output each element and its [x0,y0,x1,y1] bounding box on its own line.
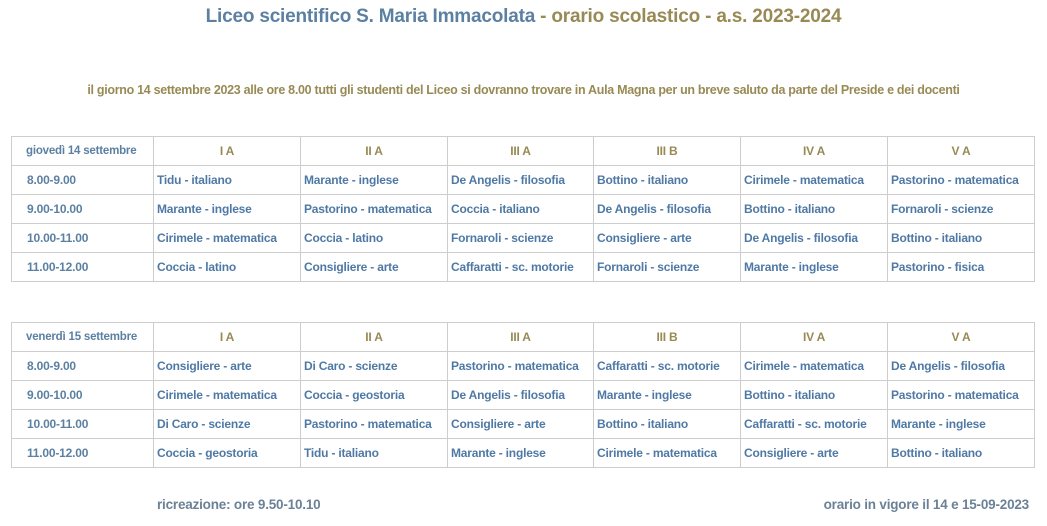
lesson-cell: Di Caro - scienze [154,410,301,439]
class-header: IV A [741,137,888,166]
lesson-cell: De Angelis - filosofia [594,195,741,224]
time-slot: 10.00-11.00 [12,410,154,439]
lesson-cell: Consigliere - arte [741,439,888,468]
lesson-cell: Caffaratti - sc. motorie [448,253,594,282]
lesson-cell: Pastorino - fisica [888,253,1035,282]
lesson-cell: Consigliere - arte [301,253,448,282]
recess-note: ricreazione: ore 9.50-10.10 [157,497,321,512]
time-slot: 8.00-9.00 [12,352,154,381]
notice-text: il giorno 14 settembre 2023 alle ore 8.00 tutti gli studenti del Liceo si dovranno trovare in Aula Magna per un breve saluto da parte del Preside e dei docenti [87,83,960,97]
day-label: venerdì 15 settembre [12,323,154,352]
class-header: V A [888,323,1035,352]
lesson-cell: Marante - inglese [154,195,301,224]
lesson-cell: Cirimele - matematica [741,166,888,195]
lesson-cell: Cirimele - matematica [594,439,741,468]
lesson-cell: Consigliere - arte [448,410,594,439]
title-school: Liceo scientifico S. Maria Immacolata [205,6,536,27]
lesson-cell: Fornaroli - scienze [888,195,1035,224]
table-row [12,439,1035,468]
table-row [12,166,1035,195]
lesson-cell: Caffaratti - sc. motorie [741,410,888,439]
lesson-cell: Pastorino - matematica [301,410,448,439]
lesson-cell: Coccia - italiano [448,195,594,224]
lesson-cell: Di Caro - scienze [301,352,448,381]
table-row [12,410,1035,439]
lesson-cell: Fornaroli - scienze [594,253,741,282]
lesson-cell: Marante - inglese [888,410,1035,439]
lesson-cell: Consigliere - arte [594,224,741,253]
lesson-cell: Pastorino - matematica [888,166,1035,195]
lesson-cell: Fornaroli - scienze [448,224,594,253]
time-slot: 8.00-9.00 [12,166,154,195]
class-header: I A [154,323,301,352]
lesson-cell: Bottino - italiano [594,166,741,195]
class-header: III A [448,137,594,166]
lesson-cell: Coccia - geostoria [301,381,448,410]
lesson-cell: Caffaratti - sc. motorie [594,352,741,381]
lesson-cell: De Angelis - filosofia [741,224,888,253]
lesson-cell: Coccia - latino [154,253,301,282]
table-row [12,381,1035,410]
lesson-cell: Tidu - italiano [301,439,448,468]
lesson-cell: Coccia - latino [301,224,448,253]
class-header: V A [888,137,1035,166]
class-header: I A [154,137,301,166]
lesson-cell: Cirimele - matematica [154,224,301,253]
class-header: III A [448,323,594,352]
lesson-cell: Bottino - italiano [888,439,1035,468]
title-separator: - [535,6,552,27]
lesson-cell: Pastorino - matematica [888,381,1035,410]
table-row [12,253,1035,282]
class-header: III B [594,137,741,166]
lesson-cell: De Angelis - filosofia [448,166,594,195]
lesson-cell: Tidu - italiano [154,166,301,195]
lesson-cell: Marante - inglese [448,439,594,468]
header-row [12,323,1035,352]
class-header: III B [594,323,741,352]
header-row [12,137,1035,166]
lesson-cell: Bottino - italiano [741,381,888,410]
time-slot: 10.00-11.00 [12,224,154,253]
lesson-cell: Marante - inglese [301,166,448,195]
lesson-cell: Cirimele - matematica [741,352,888,381]
schedule-table-friday [11,322,1035,468]
class-header: II A [301,323,448,352]
validity-note: orario in vigore il 14 e 15-09-2023 [823,497,1029,512]
time-slot: 9.00-10.00 [12,381,154,410]
class-header: IV A [741,323,888,352]
lesson-cell: Bottino - italiano [594,410,741,439]
table-row [12,195,1035,224]
time-slot: 9.00-10.00 [12,195,154,224]
title-schedule: orario scolastico - a.s. 2023-2024 [551,6,842,27]
day-label: giovedì 14 settembre [12,137,154,166]
lesson-cell: Bottino - italiano [888,224,1035,253]
schedule-table-thursday [11,136,1035,282]
time-slot: 11.00-12.00 [12,253,154,282]
lesson-cell: Bottino - italiano [741,195,888,224]
class-header: II A [301,137,448,166]
lesson-cell: Pastorino - matematica [448,352,594,381]
lesson-cell: Coccia - geostoria [154,439,301,468]
lesson-cell: Pastorino - matematica [301,195,448,224]
lesson-cell: Cirimele - matematica [154,381,301,410]
time-slot: 11.00-12.00 [12,439,154,468]
lesson-cell: Marante - inglese [594,381,741,410]
page-title [0,6,1047,28]
lesson-cell: De Angelis - filosofia [448,381,594,410]
lesson-cell: De Angelis - filosofia [888,352,1035,381]
lesson-cell: Consigliere - arte [154,352,301,381]
table-row [12,352,1035,381]
table-row [12,224,1035,253]
lesson-cell: Marante - inglese [741,253,888,282]
